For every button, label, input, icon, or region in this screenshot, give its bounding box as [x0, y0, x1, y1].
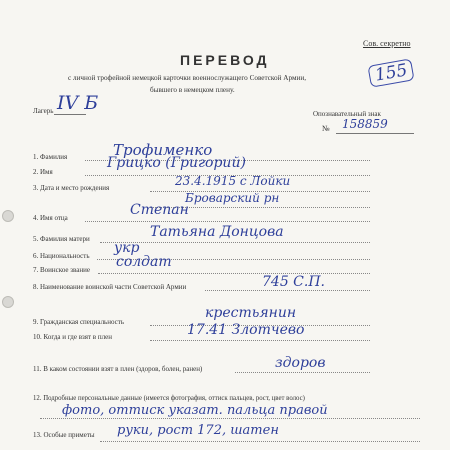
field-father-name-label: 4. Имя отца: [33, 214, 68, 222]
field-personal-data-value: фото, оттиск указат. пальца правой: [62, 403, 328, 418]
camp-underline: [54, 114, 86, 115]
field-health-line: [235, 372, 370, 373]
subtitle-line-2: бывшего в немецком плену.: [150, 86, 235, 94]
field-special-marks-line: [100, 441, 420, 442]
field-first-name-label: 2. Имя: [33, 168, 53, 176]
page-title: ПЕРЕВОД: [180, 52, 270, 68]
field-occupation-value: крестьянин: [205, 305, 297, 321]
field-capture-line: [150, 340, 370, 341]
field-surname-value: Трофименко: [113, 141, 213, 159]
id-tag-prefix: №: [322, 124, 330, 133]
punch-hole: [2, 296, 14, 308]
field-personal-data-line: [40, 418, 420, 419]
field-birth-label: 3. Дата и место рождения: [33, 184, 110, 192]
field-rank-line: [98, 273, 370, 274]
field-special-marks-value: руки, рост 172, шатен: [117, 423, 279, 438]
field-birth-value-2: Броварский рн: [185, 191, 280, 205]
field-unit-line: [205, 290, 370, 291]
field-occupation-label: 9. Гражданская специальность: [33, 318, 125, 326]
id-tag-underline: [336, 133, 414, 134]
field-special-marks-label: 13. Особые приметы: [33, 431, 95, 439]
id-tag-label: Опознавательный знак: [313, 110, 381, 118]
field-mother-name-label: 5. Фамилия матери: [33, 235, 90, 243]
field-capture-label: 10. Когда и где взят в плен: [33, 333, 112, 341]
handwritten-stamp-number: 155: [367, 58, 415, 87]
field-unit-value: 745 С.П.: [262, 274, 325, 290]
field-personal-data-label: 12. Подробные персональные данные (имеется фотография, оттиск пальцев, рост, цвет волос): [33, 395, 305, 402]
field-nationality-value: укр: [114, 240, 140, 256]
subtitle-line-1: с личной трофейной немецкой карточки военнослужащего Советской Армии,: [68, 74, 306, 82]
field-capture-value: 17.41 Злотчево: [187, 322, 305, 338]
classification-label: Сов. секретно: [363, 39, 411, 48]
field-health-value: здоров: [275, 355, 326, 371]
field-mother-name-line: [100, 242, 370, 243]
field-nationality-label: 6. Национальность: [33, 252, 90, 260]
camp-value: IV Б: [57, 92, 99, 114]
camp-label: Лагерь: [33, 107, 54, 115]
field-surname-label: 1. Фамилия: [33, 153, 68, 161]
field-rank-value: солдат: [116, 254, 172, 270]
field-father-name-value: Степан: [130, 202, 189, 218]
field-mother-name-value: Татьяна Донцова: [150, 224, 284, 240]
field-unit-label: 8. Наименование воинской части Советской Армии: [33, 283, 187, 291]
field-health-label: 11. В каком состоянии взят в плен (здоров, болен, ранен): [33, 365, 203, 373]
field-birth-value: 23.4.1915 с Лойки: [175, 174, 291, 188]
id-tag-value: 158859: [342, 117, 388, 131]
punch-hole: [2, 210, 14, 222]
field-father-name-line: [85, 221, 370, 222]
field-rank-label: 7. Воинское звание: [33, 266, 90, 274]
field-first-name-value: Грицко (Григорий): [107, 155, 246, 171]
